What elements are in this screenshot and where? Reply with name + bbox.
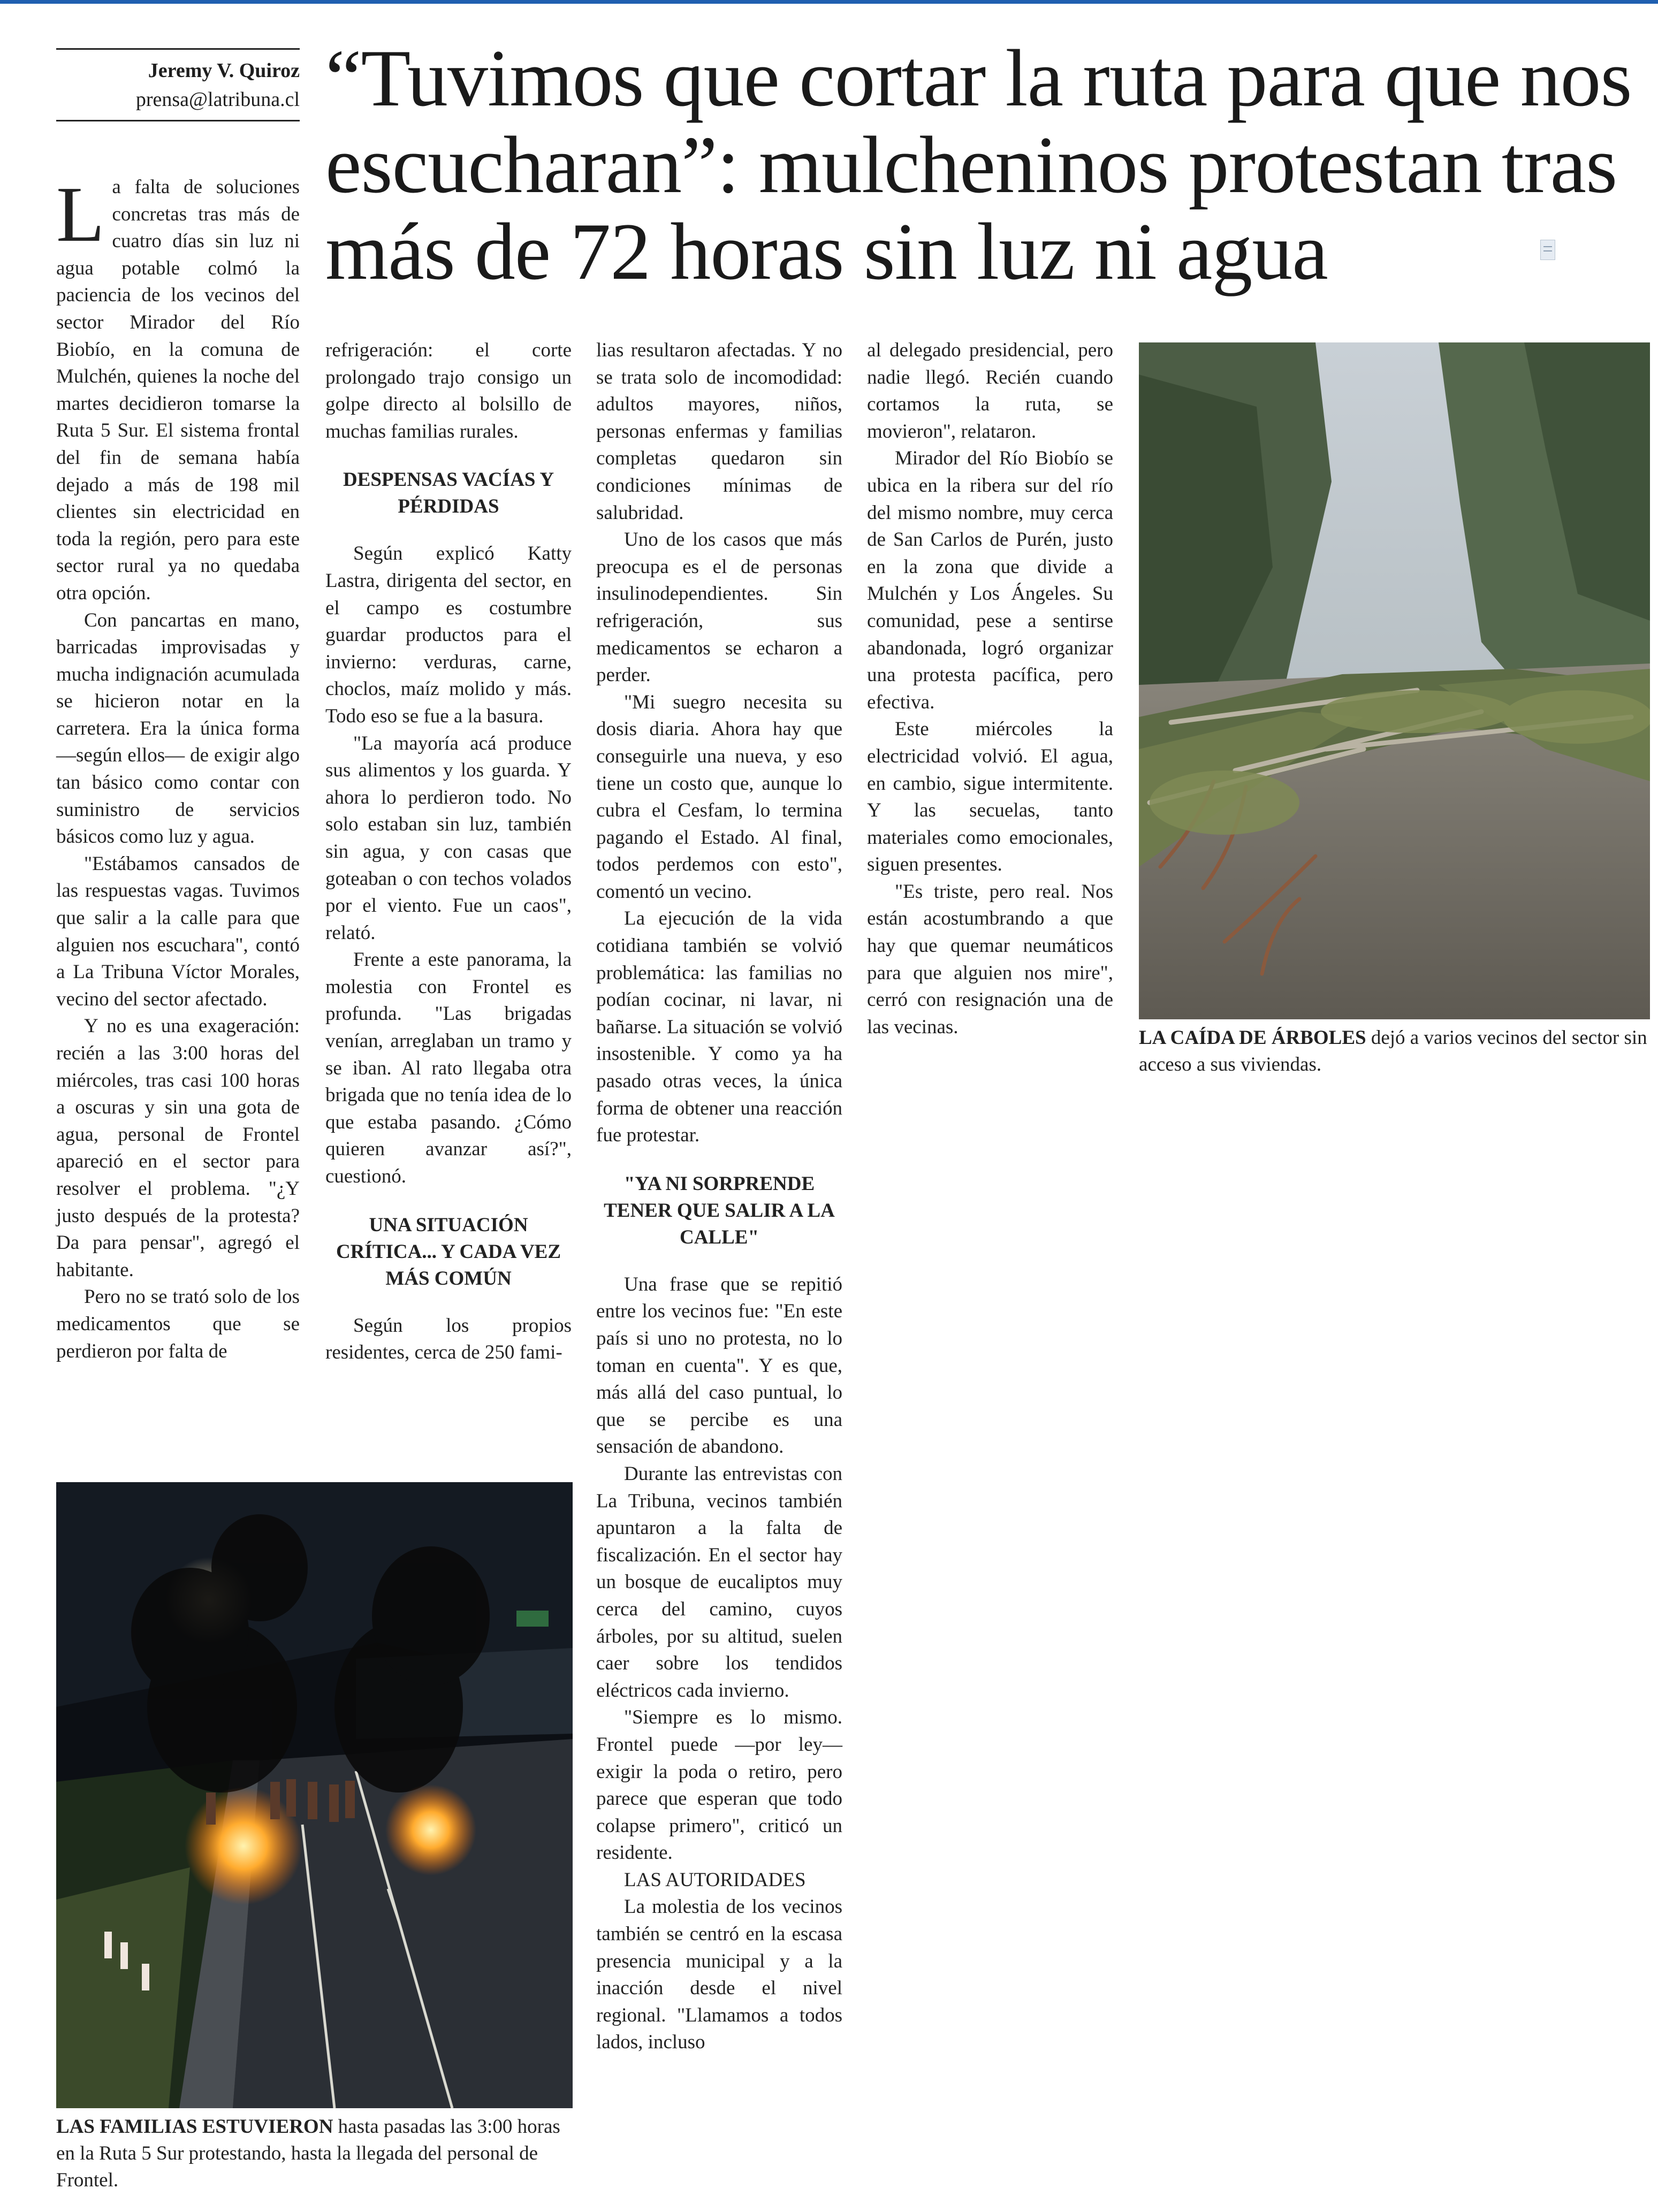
- photo-night-protest: [56, 1482, 573, 2108]
- paragraph: refrigeración: el corte prolongado trajo consigo un golpe directo al bolsillo de muchas familias rurales.: [325, 339, 572, 443]
- paragraph: Según explicó Katty Lastra, dirigenta del sector, en el campo es costumbre guardar productos para el invierno: verduras, carne, choclos, maíz molido y más. Todo eso se fue a la basura.: [325, 543, 572, 727]
- paragraph: La molestia de los vecinos también se centró en la escasa presencia municipal y a la inacción desde el nivel regional. "Llamamos a todos lados, incluso: [596, 1896, 842, 2054]
- subheading: DESPENSAS VACÍAS Y PÉRDIDAS: [343, 469, 554, 518]
- photo-caption-protest: [56, 2114, 573, 2194]
- paragraph: Según los propios residentes, cerca de 250 fami-: [325, 1314, 572, 1364]
- article-column-2: [325, 337, 572, 1367]
- subheading: "YA NI SORPRENDE TENER QUE SALIR A LA CALLE": [604, 1172, 835, 1248]
- paragraph: al delegado presidencial, pero nadie llegó. Recién cuando cortamos la ruta, se movieron", relataron.: [867, 339, 1113, 443]
- paragraph: "La mayoría acá produce sus alimentos y los guarda. Y ahora lo perdieron todo. No solo estaban sin luz, también sin agua, y con casas que goteaban o con techos volados por el viento. Fue un caos", relató.: [325, 732, 572, 944]
- paragraph: "Es triste, pero real. Nos están acostumbrando a que hay que quemar neumáticos para que alguien nos mire", cerró con resignación una de las vecinas.: [867, 880, 1113, 1038]
- byline-bottom-rule: [56, 120, 300, 121]
- drop-cap: L: [56, 171, 105, 258]
- photo-fallen-trees-image: [1139, 342, 1650, 1019]
- author-name: Jeremy V. Quiroz: [148, 59, 300, 82]
- article-column-3: [596, 337, 842, 2056]
- paragraph: lias resultaron afectadas. Y no se trata solo de incomodidad: adultos mayores, niños, personas enfermas y familias completas quedaron sin condiciones mínimas de salubridad.: [596, 339, 842, 524]
- author-email[interactable]: prensa@latribuna.cl: [135, 88, 300, 111]
- headline: “Tuvimos que cortar la ruta para que nos escucharan”: mulcheninos protestan tras más de 72 horas sin luz ni agua: [325, 33, 1632, 296]
- paragraph: "Estábamos cansados de las respuestas vagas. Tuvimos que salir a la calle para que alguien nos escuchara", contó a La Tribuna Víctor Morales, vecino del sector afectado.: [56, 852, 300, 1010]
- photo-night-protest-image: [56, 1482, 573, 2108]
- paragraph: Uno de los casos que más preocupa es el de personas insulinodependientes. Sin refrigeración, sus medicamentos se echaron a perder.: [596, 529, 842, 687]
- byline: [56, 56, 300, 114]
- photo-fallen-trees: [1139, 342, 1650, 1019]
- article-column-1: [56, 171, 300, 1365]
- photo-caption-trees: [1139, 1025, 1650, 1078]
- paragraph: Pero no se trató solo de los medicamentos que se perdieron por falta de: [56, 1286, 300, 1362]
- byline-top-rule: [56, 48, 300, 50]
- paragraph: Frente a este panorama, la molestia con Frontel es profunda. "Las brigadas venían, arreglaban un tramo y se iban. Al rato llegaba otra brigada que no tenía idea de lo que estaba pasando. ¿Cómo quieren avanzar así?", cuestionó.: [325, 949, 572, 1188]
- paragraph: "Siempre es lo mismo. Frontel puede —por ley— exigir la poda o retiro, pero parece que esperan que todo colapse primero", criticó un residente.: [596, 1706, 842, 1864]
- paragraph: Con pancartas en mano, barricadas improvisadas y mucha indignación acumulada se hicieron notar en la carretera. Era la única forma —según ellos— de exigir algo tan básico como contar con suministro de servicios básicos como luz y agua.: [56, 609, 300, 848]
- paragraph: Este miércoles la electricidad volvió. El agua, en cambio, sigue intermitente. Y las secuelas, tanto materiales como emocionales, siguen presentes.: [867, 718, 1113, 876]
- caption-lead: LAS FAMILIAS ESTUVIERON: [56, 2116, 333, 2138]
- note-icon[interactable]: [1540, 240, 1555, 260]
- subheading: UNA SITUACIÓN CRÍTICA... Y CADA VEZ MÁS COMÚN: [336, 1214, 561, 1290]
- paragraph: Durante las entrevistas con La Tribuna, vecinos también apuntaron a la falta de fiscalización. En el sector hay un bosque de eucaliptos muy cerca del camino, cuyos árboles, por su altitud, suelen caer sobre los tendidos eléctricos cada invierno.: [596, 1462, 842, 1702]
- caption-text: dejó a varios vecinos del sector sin acceso a sus viviendas.: [1139, 1027, 1647, 1076]
- caption-lead: LA CAÍDA DE ÁRBOLES: [1139, 1027, 1366, 1049]
- subheading: LAS AUTORIDADES: [624, 1868, 806, 1891]
- paragraph: La ejecución de la vida cotidiana también se volvió problemática: las familias no podían cocinar, ni lavar, ni bañarse. La situación se volvió insostenible. Y como ya ha pasado otras veces, la única forma de obtener una reacción fue protestar.: [596, 907, 842, 1147]
- caption-text: hasta pasadas las 3:00 horas en la Ruta 5 Sur protestando, hasta la llegada del personal de Frontel.: [56, 2116, 560, 2191]
- article-column-4: [867, 337, 1113, 1041]
- paragraph: Y no es una exageración: recién a las 3:00 horas del miércoles, tras casi 100 horas a oscuras y sin una gota de agua, personal de Frontel apareció en el sector para resolver el problema. "¿Y justo después de la protesta? Da para pensar", agregó el habitante.: [56, 1015, 300, 1281]
- paragraph: Una frase que se repitió entre los vecinos fue: "En este país si uno no protesta, no lo toman en cuenta". Y es que, más allá del caso puntual, lo que se percibe es una sensación de abandono.: [596, 1273, 842, 1458]
- paragraph: Mirador del Río Biobío se ubica en la ribera sur del río del mismo nombre, muy cerca de San Carlos de Purén, justo en la zona que divide a Mulchén y Los Ángeles. Su comunidad, pese a sentirse abandonada, logró organizar una protesta pacífica, pero efectiva.: [867, 447, 1113, 713]
- top-brand-bar: [0, 0, 1658, 4]
- paragraph: a falta de soluciones concretas tras más de cuatro días sin luz ni agua potable colmó la paciencia de los vecinos del sector Mirador del Río Biobío, en la comuna de Mulchén, quienes la noche del martes decidieron tomarse la Ruta 5 Sur. El sistema frontal del fin de semana había dejado a más de 198 mil clientes sin electricidad en toda la región, pero para este sector rural ya no quedaba otra opción.: [56, 176, 300, 604]
- paragraph: "Mi suegro necesita su dosis diaria. Ahora hay que conseguirle una nueva, y eso tiene un costo que, aunque lo cubra el Cesfam, lo termina pagando el Estado. Al final, todos perdemos con esto", comentó un vecino.: [596, 691, 842, 903]
